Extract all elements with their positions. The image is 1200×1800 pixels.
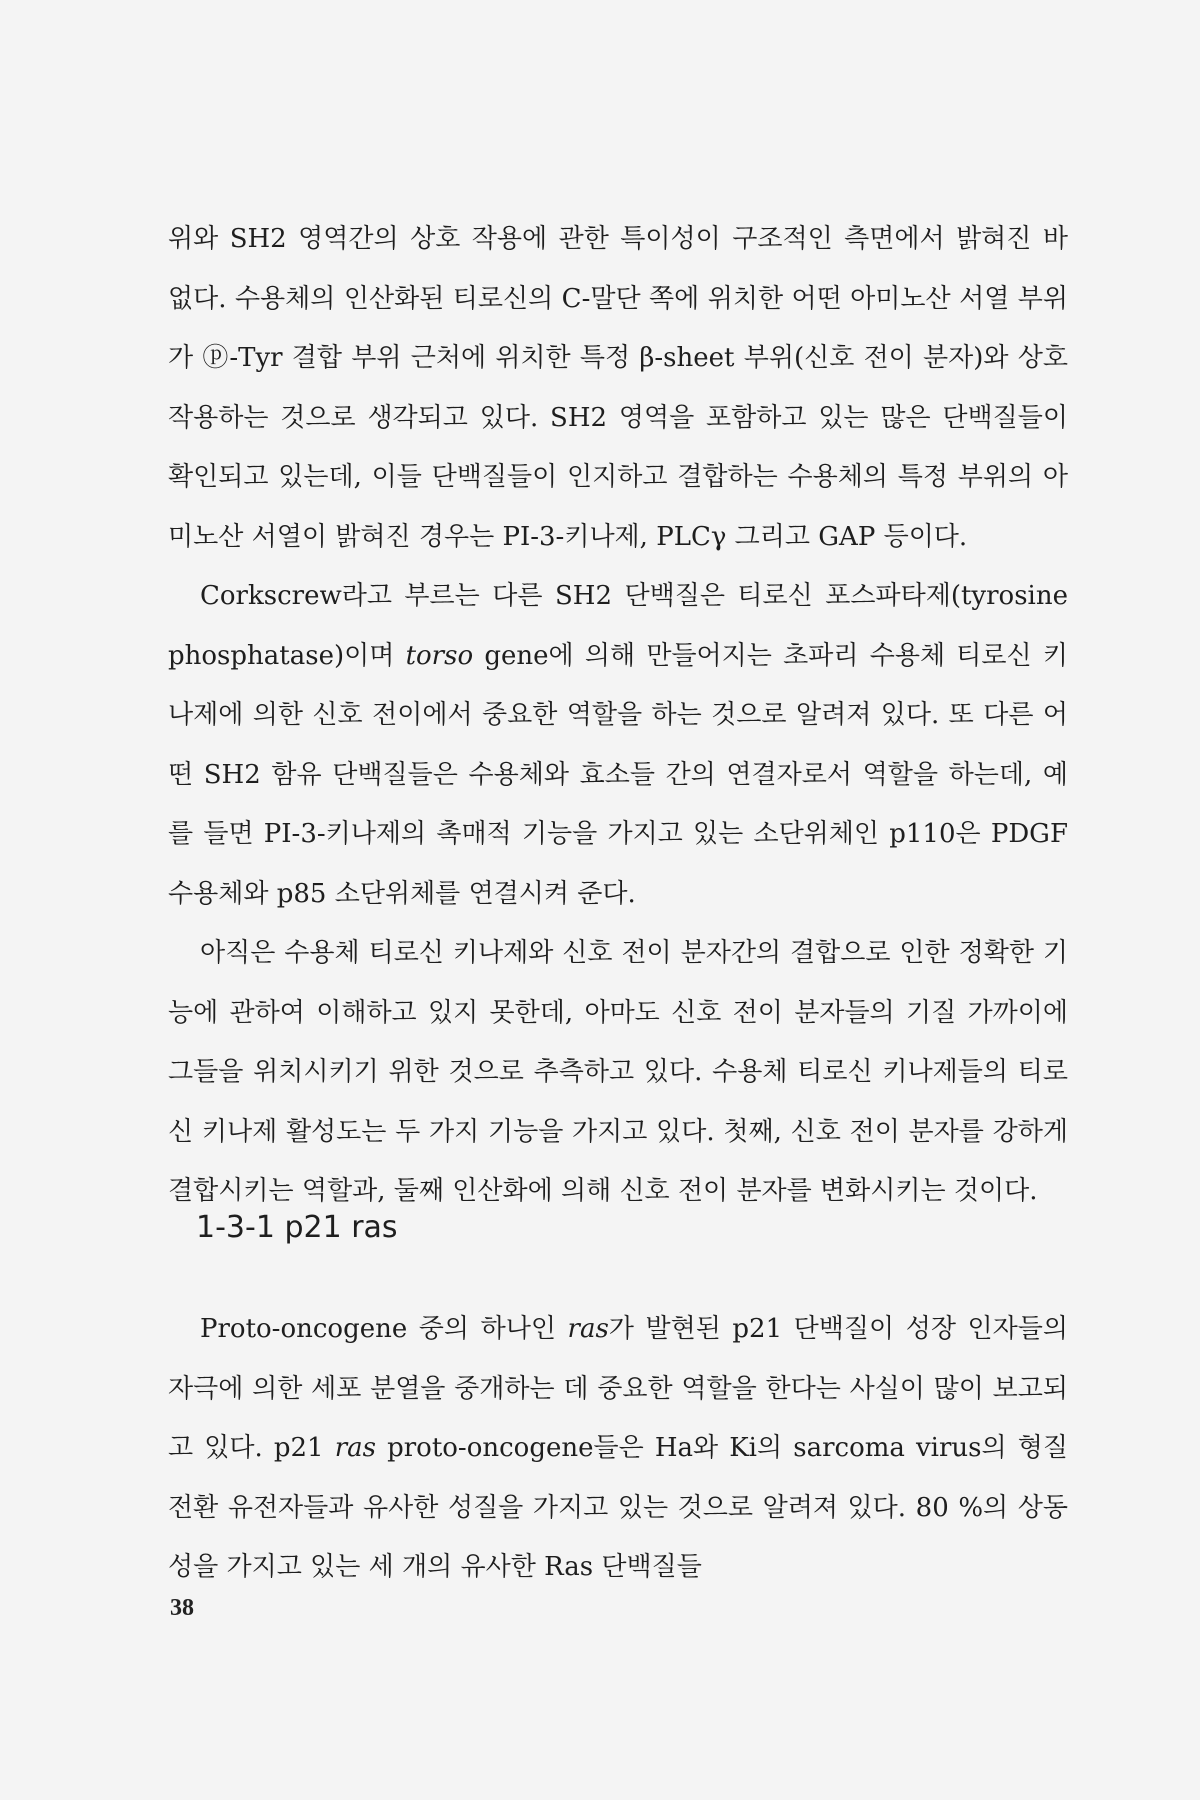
paragraph-binding-function: 아직은 수용체 티로신 키나제와 신호 전이 분자간의 결합으로 인한 정확한 기능에 관하여 이해하고 있지 못한데, 아마도 신호 전이 분자들의 기질 가까이에 그들을 위치시키기 위한 것으로 추측하고 있다. 수용체 티로신 키나제들의 티로신 키나제 활성도는 두 가지 기능을 가지고 있다. 첫째, 신호 전이 분자를 강하게 결합시키는 역할과, 둘째 인산화에 의해 신호 전이 분자를 변화시키는 것이다. bbox=[168, 938, 1068, 1206]
text-segment: proto-oncogene들은 Ha와 Ki의 sarcoma virus의 형질 전환 유전자들과 유사한 성질을 가지고 있는 것으로 알려져 있다. 80 %의 상동성을 가지고 있는 세 개의 유사한 Ras 단백질들 bbox=[168, 1433, 1068, 1582]
italic-term-ras: ras bbox=[334, 1433, 376, 1463]
text-segment: gene에 의해 만들어지는 초파리 수용체 티로신 키나제에 의한 신호 전이에서 중요한 역할을 하는 것으로 알려져 있다. 또 다른 어떤 SH2 함유 단백질들은 수용체와 효소들 간의 연결자로서 역할을 하는데, 예를 들면 PI-3-키나제의 촉매적 기능을 가지고 있는 소단위체인 p110은 PDGF 수용체와 p85 소단위체를 연결시켜 준다. bbox=[168, 640, 1069, 909]
paragraph-sh2-specificity: 위와 SH2 영역간의 상호 작용에 관한 특이성이 구조적인 측면에서 밝혀진 바 없다. 수용체의 인산화된 티로신의 C-말단 쪽에 위치한 어떤 아미노산 서열 부위가 ⓟ-Tyr 결합 부위 근처에 위치한 특정 β-sheet 부위(신호 전이 분자)와 상호 작용하는 것으로 생각되고 있다. SH2 영역을 포함하고 있는 많은 단백질들이 확인되고 있는데, 이들 단백질들이 인지하고 결합하는 수용체의 특정 부위의 아미노산 서열이 밝혀진 경우는 PI-3-키나제, PLCγ 그리고 GAP 등이다. bbox=[168, 224, 1068, 552]
italic-term-ras: ras bbox=[567, 1314, 609, 1344]
paragraph-ras bbox=[168, 1300, 1068, 1598]
text-segment: 가 발현된 p21 단백질이 성장 인자들의 자극에 의한 세포 분열을 중개하는 데 중요한 역할을 한다는 사실이 많이 보고되고 있다. p21 bbox=[168, 1314, 1068, 1463]
page-number: 38 bbox=[170, 1595, 194, 1621]
body-text-top bbox=[168, 210, 1068, 1222]
text-segment: Corkscrew라고 부르는 다른 SH2 단백질은 티로신 포스파타제(tyrosine phosphatase)이며 bbox=[168, 581, 1068, 671]
paragraph-corkscrew bbox=[168, 567, 1068, 924]
text-segment: Proto-oncogene 중의 하나인 bbox=[200, 1314, 568, 1344]
italic-term-torso: torso bbox=[405, 640, 474, 671]
section-heading: 1-3-1 p21 ras bbox=[196, 1210, 398, 1245]
body-text-ras bbox=[168, 1300, 1068, 1598]
